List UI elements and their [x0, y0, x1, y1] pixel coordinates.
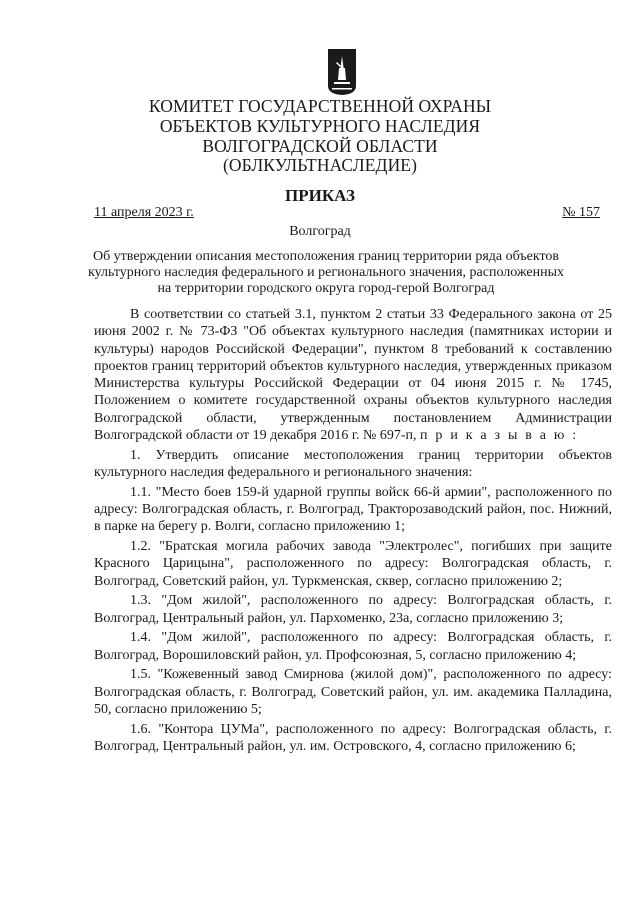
volgograd-emblem-icon	[327, 48, 357, 96]
document-title: ПРИКАЗ	[285, 186, 355, 205]
preamble-text: В соответствии со статьей 3.1, пунктом 2 статьи 33 Федерального закона от 25 июня 2002 г. № 73-ФЗ "Об объектах культурного наследия (памятниках истории и культуры) народов Российской Федерации", пунктом 8 требований к составлению проектов границ территорий объектов культурного наследия, утвержденных приказом Министерства культуры Российской Федерации от 04 июня 2015 г. № 1745, Положением о комитете государственной охраны объектов культурного наследия Волгоградской области, утвержденным постановлением Администрации Волгоградской области от 19 декабря 2016 г. № 697-п,	[94, 307, 612, 444]
header-line: ВОЛГОГРАДСКОЙ ОБЛАСТИ	[202, 135, 438, 156]
order-number: № 157	[562, 205, 600, 220]
body-paragraph: 1.1. "Место боев 159-й ударной группы войск 66-й армии", расположенного по адресу: Волгоградская область, г. Волгоград, Тракторозаводский район, пос. Нижний, в парке на берегу р. Волги, согласно приложению 1;	[94, 484, 612, 535]
preamble-paragraph	[94, 306, 612, 444]
header-line: ОБЪЕКТОВ КУЛЬТУРНОГО НАСЛЕДИЯ	[159, 115, 481, 136]
order-body	[94, 306, 612, 758]
subject-line: на территории городского округа город-герой Волгоград	[157, 281, 495, 296]
order-word: п р и к а з ы в а ю :	[420, 428, 579, 444]
order-subject	[88, 249, 564, 297]
subject-line: культурного наследия федерального и регионального значения, расположенных	[88, 265, 565, 280]
order-date: 11 апреля 2023 г.	[94, 205, 194, 220]
body-paragraph: 1.6. "Контора ЦУМа", расположенного по адресу: Волгоградская область, г. Волгоград, Центральный район, ул. им. Островского, 4, согласно приложению 6;	[94, 721, 612, 754]
header-line: (ОБЛКУЛЬТНАСЛЕДИЕ)	[222, 155, 418, 176]
organization-header	[0, 97, 640, 176]
body-paragraph: 1. Утвердить описание местоположения границ территории объектов культурного наследия федерального и регионального значения:	[94, 447, 612, 481]
body-paragraph: 1.5. "Кожевенный завод Смирнова (жилой дом)", расположенного по адресу: Волгоградская область, г. Волгоград, Советский район, ул. им. академика Палладина, 50, согласно приложению 5;	[94, 667, 612, 717]
body-paragraph: 1.2. "Братская могила рабочих завода "Электролес", погибших при защите Красного Царицына", расположенного по адресу: Волгоградская область, г. Волгоград, Советский район, ул. Туркменская, сквер, согласно приложению 2;	[94, 539, 612, 589]
body-paragraph: 1.4. "Дом жилой", расположенного по адресу: Волгоградская область, г. Волгоград, Ворошиловский район, ул. Профсоюзная, 5, согласно приложению 4;	[94, 630, 612, 663]
header-line: КОМИТЕТ ГОСУДАРСТВЕННОЙ ОХРАНЫ	[148, 96, 492, 116]
order-city: Волгоград	[289, 224, 351, 239]
subject-line: Об утверждении описания местоположения границ территории ряда объектов	[92, 249, 560, 264]
body-paragraph: 1.3. "Дом жилой", расположенного по адресу: Волгоградская область, г. Волгоград, Центральный район, ул. Пархоменко, 23а, согласно приложению 3;	[94, 593, 612, 626]
